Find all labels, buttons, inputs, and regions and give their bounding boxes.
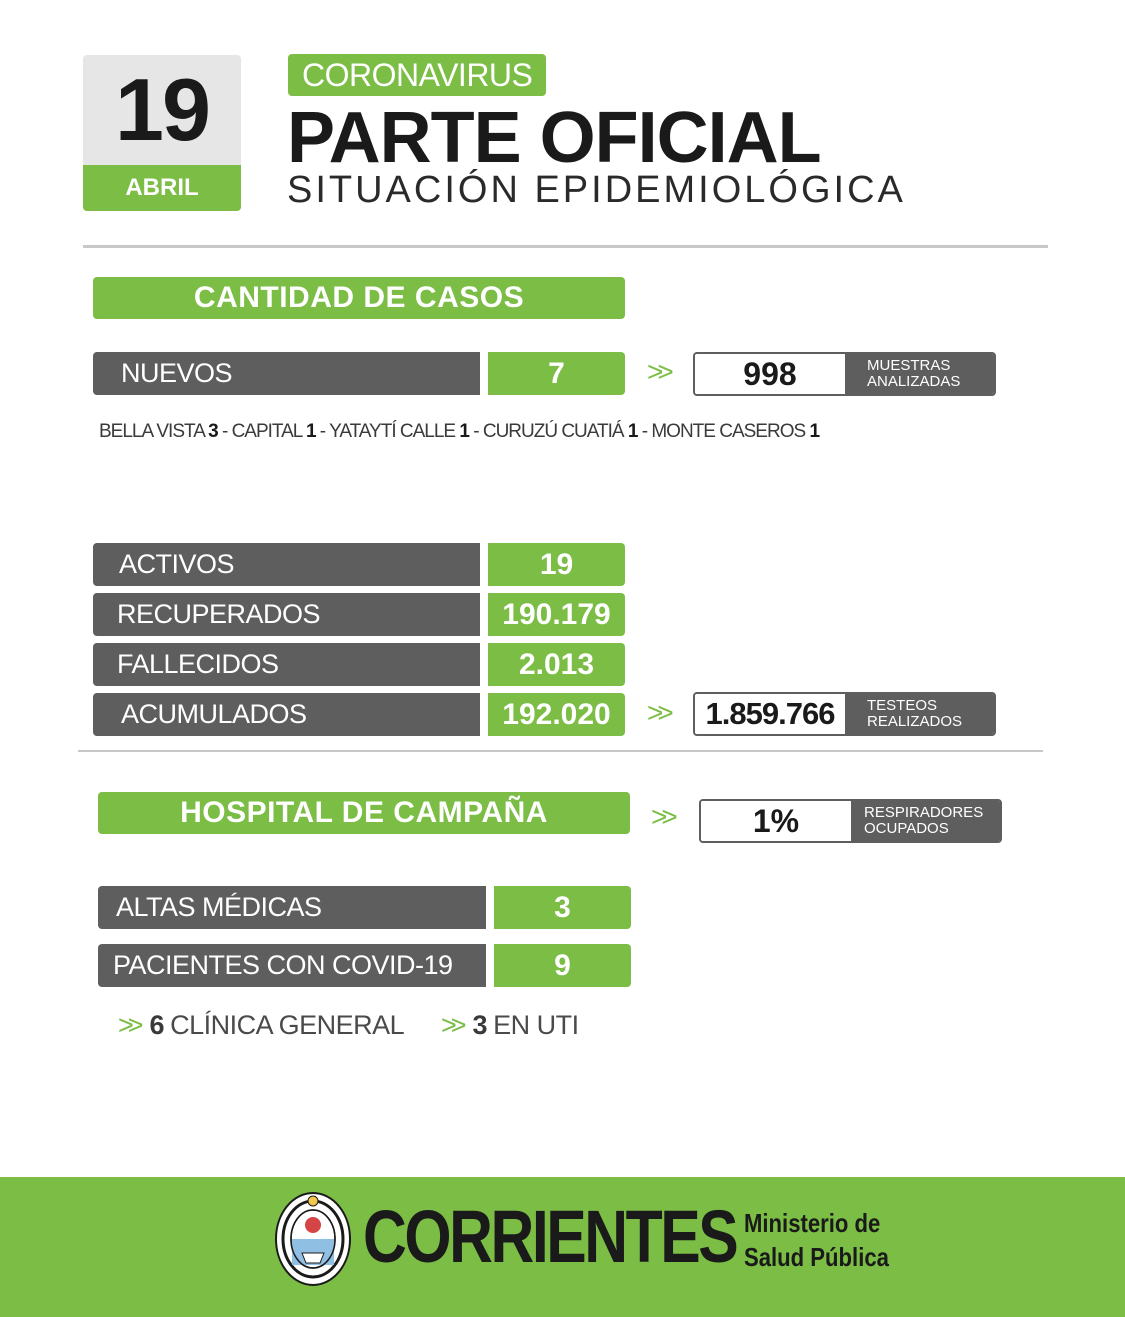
detail-icu: >> 3 EN UTI <box>441 1010 579 1040</box>
page-title: PARTE OFICIAL <box>287 98 821 178</box>
topic-tag: CORONAVIRUS <box>288 54 546 96</box>
tests-label: TESTEOS REALIZADOS <box>845 694 994 734</box>
samples-box <box>693 352 996 396</box>
new-cases-value: 7 <box>488 352 625 395</box>
date-badge <box>83 55 241 211</box>
new-cases-breakdown <box>99 421 819 443</box>
date-day: 19 <box>115 60 209 159</box>
breakdown-place: MONTE CASEROS <box>651 421 806 442</box>
respirators-label: RESPIRADORES OCUPADOS <box>851 801 1000 841</box>
page-subtitle: SITUACIÓN EPIDEMIOLÓGICA <box>287 169 906 211</box>
separator: - <box>637 421 652 442</box>
double-chevron-icon: >> <box>647 356 668 387</box>
detail-general-clinic: >> 6 CLÍNICA GENERAL <box>118 1010 405 1040</box>
total-value: 19 <box>488 543 625 586</box>
double-chevron-icon: >> <box>651 801 672 832</box>
double-chevron-icon: >> <box>647 697 668 728</box>
hospital-value: 3 <box>494 886 631 929</box>
respirators-value: 1% <box>701 801 851 841</box>
total-label: RECUPERADOS <box>93 593 480 636</box>
hospital-value: 9 <box>494 944 631 987</box>
separator: - <box>217 421 232 442</box>
double-chevron-icon: >> <box>441 1010 461 1040</box>
separator: - <box>468 421 483 442</box>
breakdown-place: BELLA VISTA <box>99 421 204 442</box>
total-value: 2.013 <box>488 643 625 686</box>
double-chevron-icon: >> <box>118 1010 138 1040</box>
total-value: 190.179 <box>488 593 625 636</box>
cases-heading: CANTIDAD DE CASOS <box>93 277 625 319</box>
separator: - <box>315 421 330 442</box>
breakdown-count: 1 <box>305 421 316 442</box>
tests-value: 1.859.766 <box>695 694 845 734</box>
total-label: ACUMULADOS <box>93 693 480 736</box>
date-month: ABRIL <box>83 165 241 211</box>
total-label: FALLECIDOS <box>93 643 480 686</box>
hospital-label: PACIENTES CON COVID-19 <box>98 944 486 987</box>
samples-value: 998 <box>695 354 845 394</box>
breakdown-count: 1 <box>809 421 820 442</box>
section-divider <box>78 750 1043 752</box>
respirators-box <box>699 799 1002 843</box>
new-cases-label: NUEVOS <box>93 352 480 395</box>
provincial-crest-icon <box>274 1191 352 1287</box>
hospital-heading: HOSPITAL DE CAMPAÑA <box>98 792 630 834</box>
total-label: ACTIVOS <box>93 543 480 586</box>
ministry-name: Ministerio de Salud Pública <box>744 1208 889 1272</box>
breakdown-place: YATAYTÍ CALLE <box>329 421 456 442</box>
breakdown-place: CURUZÚ CUATIÁ <box>482 421 624 442</box>
breakdown-count: 1 <box>627 421 638 442</box>
tests-box <box>693 692 996 736</box>
header-divider <box>83 245 1048 248</box>
breakdown-place: CAPITAL <box>231 421 302 442</box>
samples-label: MUESTRAS ANALIZADAS <box>845 354 994 394</box>
total-value: 192.020 <box>488 693 625 736</box>
breakdown-count: 3 <box>208 421 218 442</box>
brand-name: CORRIENTES <box>363 1195 737 1278</box>
breakdown-count: 1 <box>459 421 469 442</box>
hospital-label: ALTAS MÉDICAS <box>98 886 486 929</box>
